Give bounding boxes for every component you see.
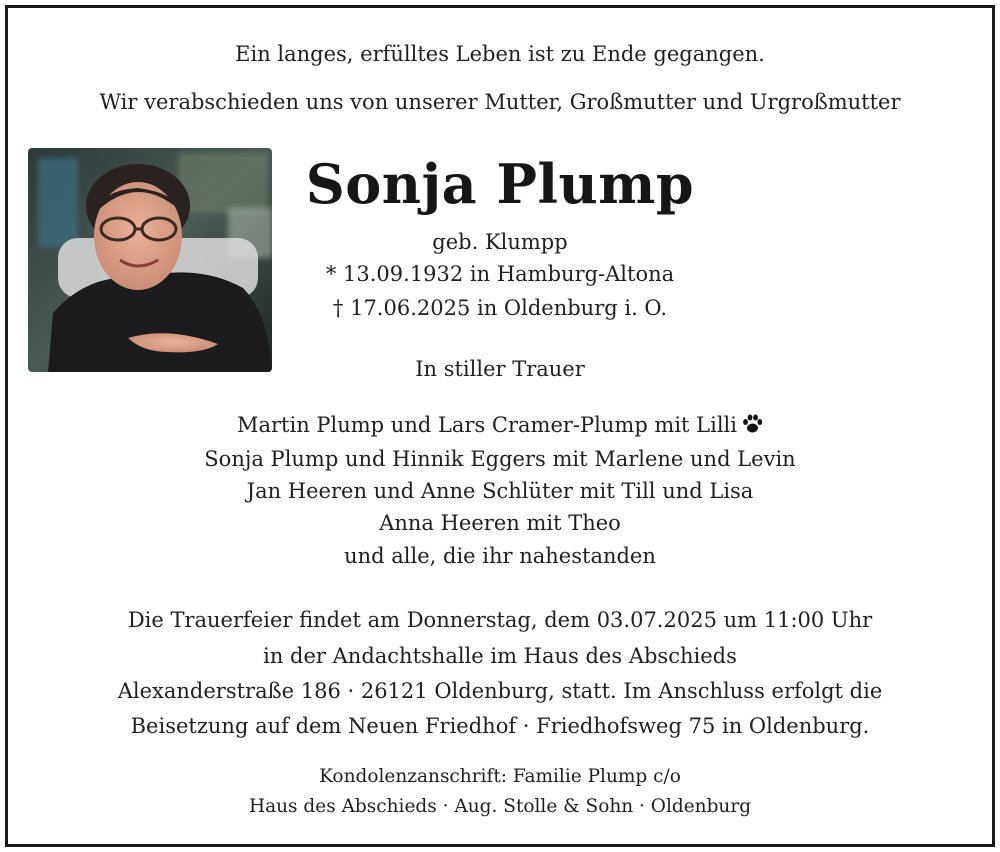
condolence-line-2: Haus des Abschieds · Aug. Stolle & Sohn · Oldenburg <box>248 796 752 817</box>
family-line-1-text: Martin Plump und Lars Cramer-Plump mit Lilli <box>236 413 737 437</box>
paw-print-icon <box>741 413 763 440</box>
death-line: † 17.06.2025 in Oldenburg i. O. <box>332 296 668 320</box>
condolence-line-1: Kondolenzanschrift: Familie Plump c/o <box>319 766 681 787</box>
ceremony-line-2: in der Andachtshalle im Haus des Abschieds <box>263 644 737 668</box>
deceased-name: Sonja Plump <box>305 152 695 216</box>
family-line-3: Jan Heeren und Anne Schlüter mit Till und Lisa <box>246 479 754 503</box>
family-line-4: Anna Heeren mit Theo <box>379 511 621 535</box>
ceremony-line-3: Alexanderstraße 186 · 26121 Oldenburg, statt. Im Anschluss erfolgt die <box>117 679 883 703</box>
ceremony-line-4: Beisetzung auf dem Neuen Friedhof · Friedhofsweg 75 in Oldenburg. <box>130 714 870 738</box>
family-line-1 <box>0 413 1000 440</box>
maiden-name: geb. Klumpp <box>432 230 568 254</box>
birth-line: * 13.09.1932 in Hamburg-Altona <box>325 262 675 286</box>
intro-line-2: Wir verabschieden uns von unserer Mutter, Großmutter und Urgroßmutter <box>99 90 901 114</box>
family-line-2: Sonja Plump und Hinnik Eggers mit Marlene und Levin <box>204 447 796 471</box>
intro-line-1: Ein langes, erfülltes Leben ist zu Ende gegangen. <box>235 42 765 66</box>
ceremony-line-1: Die Trauerfeier findet am Donnerstag, dem 03.07.2025 um 11:00 Uhr <box>127 608 873 632</box>
mourning-heading: In stiller Trauer <box>415 357 585 381</box>
family-line-5: und alle, die ihr nahestanden <box>344 544 656 568</box>
